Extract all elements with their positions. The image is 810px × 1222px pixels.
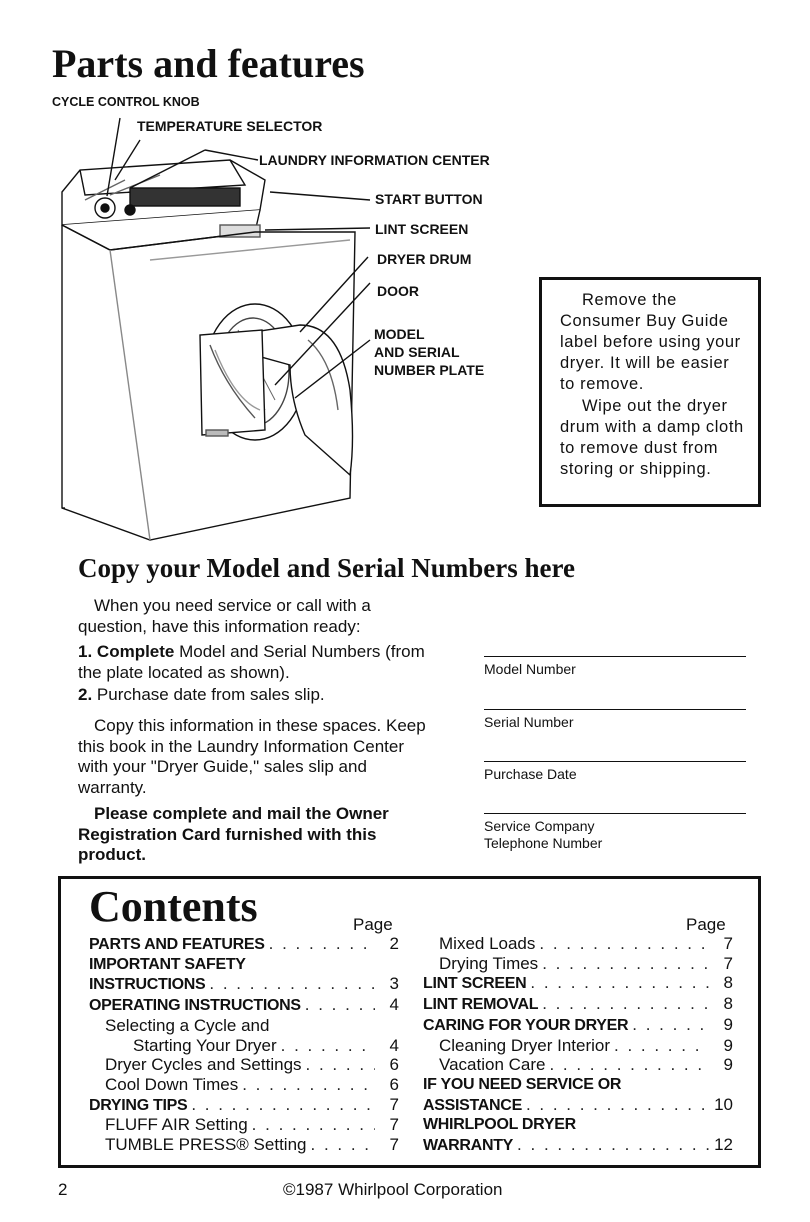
service-company-label: Service Company bbox=[484, 818, 595, 834]
purchase-date-field[interactable]: Purchase Date bbox=[484, 761, 746, 783]
callout-lint-screen: LINT SCREEN bbox=[375, 221, 469, 237]
toc-entry[interactable]: Selecting a Cycle and bbox=[105, 1015, 270, 1035]
page-title: Parts and features bbox=[52, 41, 365, 86]
mail-registration-text: Please complete and mail the Owner Registration Card furnished with this product. bbox=[78, 804, 389, 865]
callout-cycle-control-knob: CYCLE CONTROL KNOB bbox=[52, 95, 200, 109]
toc-entry[interactable]: Mixed Loads . . . 7 bbox=[423, 934, 733, 954]
step-2 bbox=[78, 685, 443, 706]
toc-entry[interactable]: Vacation Care . . . 9 bbox=[423, 1055, 733, 1075]
toc-entry[interactable]: OPERATING INSTRUCTIONS . . . 4 bbox=[89, 995, 399, 1016]
contents-box bbox=[58, 876, 761, 1168]
toc-entry[interactable]: ASSISTANCE . . . 10 bbox=[423, 1095, 733, 1116]
toc-entry[interactable]: Cleaning Dryer Interior . . . 9 bbox=[423, 1036, 733, 1056]
page-number: 2 bbox=[58, 1180, 68, 1199]
callout-door: DOOR bbox=[377, 283, 419, 299]
toc-entry[interactable]: FLUFF AIR Setting . . . 7 bbox=[89, 1115, 399, 1135]
callout-dryer-drum: DRYER DRUM bbox=[377, 251, 472, 267]
callout-model-line1: MODEL bbox=[374, 326, 425, 342]
step-1 bbox=[78, 642, 443, 683]
callout-model-line2: AND SERIAL bbox=[374, 343, 460, 360]
page-header-right: Page bbox=[686, 915, 726, 934]
callout-model-line3: NUMBER PLATE bbox=[374, 361, 485, 378]
step-2-text: Purchase date from sales slip. bbox=[96, 685, 325, 704]
copyright: ©1987 Whirlpool Corporation bbox=[283, 1180, 503, 1199]
step-2-number: 2. bbox=[78, 685, 93, 704]
callout-laundry-information-center: LAUNDRY INFORMATION CENTER bbox=[259, 152, 490, 168]
toc-entry[interactable]: LINT SCREEN . . . 8 bbox=[423, 973, 733, 994]
step-1-number: 1. bbox=[78, 642, 93, 661]
toc-entry[interactable]: Starting Your Dryer . . . 4 bbox=[89, 1036, 399, 1056]
toc-entry[interactable]: Cool Down Times . . . 6 bbox=[89, 1075, 399, 1095]
toc-entry[interactable]: LINT REMOVAL . . . 8 bbox=[423, 994, 733, 1015]
copy-numbers-heading: Copy your Model and Serial Numbers here bbox=[78, 553, 576, 583]
notice-wipe-text: Wipe out the dryer drum with a damp cloth to remove dust from storing or shipping. bbox=[560, 396, 744, 478]
toc-entry[interactable]: Drying Times . . . 7 bbox=[423, 954, 733, 974]
notice-box bbox=[539, 277, 761, 507]
toc-entry[interactable]: INSTRUCTIONS . . . 3 bbox=[89, 974, 399, 995]
toc-entry[interactable]: IF YOU NEED SERVICE OR bbox=[423, 1075, 622, 1093]
toc-entry[interactable]: WARRANTY . . . 12 bbox=[423, 1135, 733, 1156]
toc-left bbox=[89, 934, 399, 1155]
step-1-text: Model and Serial Numbers (from the plate located as shown). bbox=[78, 642, 425, 682]
model-number-field[interactable]: Model Number bbox=[484, 656, 746, 678]
toc-entry[interactable]: CARING FOR YOUR DRYER . . . 9 bbox=[423, 1015, 733, 1036]
copy-intro-text: When you need service or call with a question, have this information ready: bbox=[78, 596, 371, 636]
toc-entry[interactable]: IMPORTANT SAFETY bbox=[89, 955, 246, 973]
copy-instructions-text: Copy this information in these spaces. Keep this book in the Laundry Information Center with your "Dryer Guide," sales slip and warranty. bbox=[78, 716, 426, 798]
serial-number-field[interactable]: Serial Number bbox=[484, 709, 746, 731]
notice-label-text: Remove the Consumer Buy Guide label before using your dryer. It will be easier to remove. bbox=[560, 291, 741, 394]
toc-entry[interactable]: TUMBLE PRESS® Setting . . . 7 bbox=[89, 1135, 399, 1155]
toc-entry[interactable]: Dryer Cycles and Settings . . . 6 bbox=[89, 1055, 399, 1075]
step-1-bold: Complete bbox=[96, 642, 175, 661]
toc-entry[interactable]: DRYING TIPS . . . 7 bbox=[89, 1095, 399, 1116]
callout-temperature-selector: TEMPERATURE SELECTOR bbox=[137, 118, 323, 134]
callout-model-plate bbox=[374, 326, 484, 380]
page-header-left: Page bbox=[353, 915, 393, 934]
toc-right bbox=[423, 934, 733, 1156]
callout-start-button: START BUTTON bbox=[375, 191, 483, 207]
contents-title: Contents bbox=[89, 882, 258, 931]
toc-entry[interactable]: PARTS AND FEATURES . . . 2 bbox=[89, 934, 399, 955]
toc-entry[interactable]: WHIRLPOOL DRYER bbox=[423, 1116, 576, 1134]
service-company-field[interactable] bbox=[484, 813, 746, 852]
telephone-number-label: Telephone Number bbox=[484, 834, 603, 851]
